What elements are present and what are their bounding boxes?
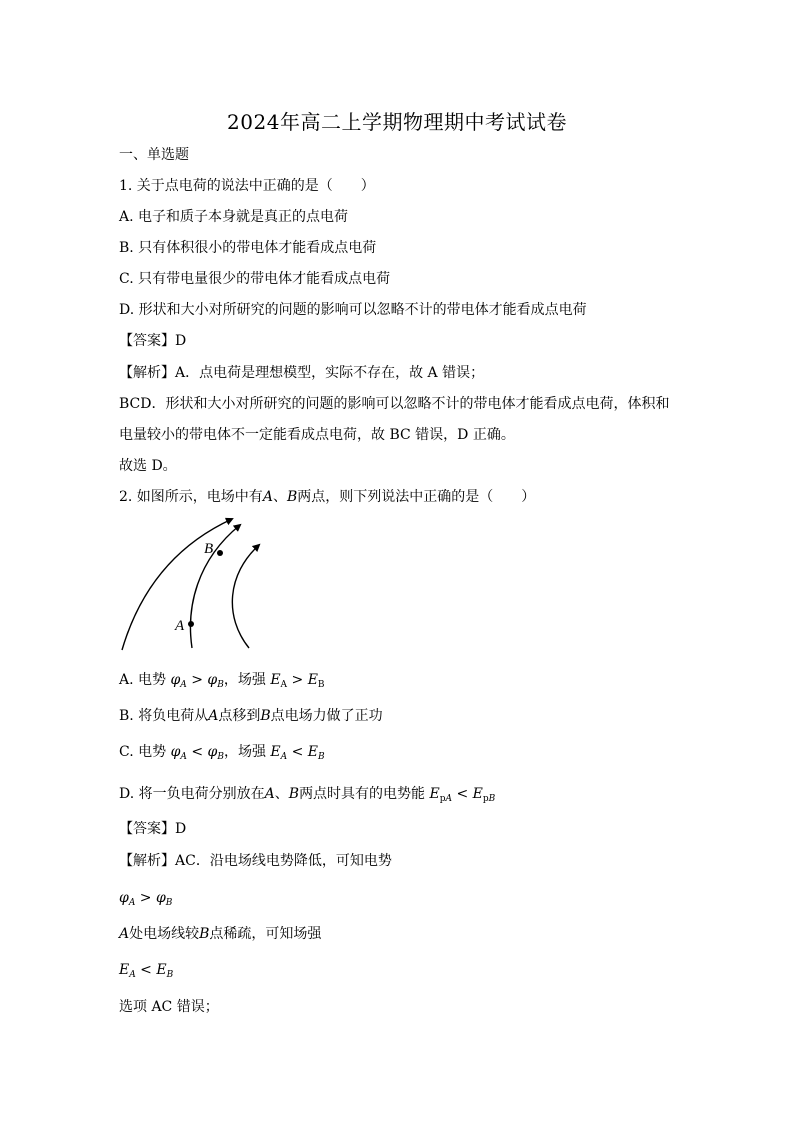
q2-formula-potential: $\varphi_A > \varphi_B$ [119,890,173,908]
page-title: 2024年高二上学期物理期中考试试卷 [227,110,567,134]
point-b-dot [217,550,223,556]
q2-option-d: D. 将一负电荷分别放在A、B两点时具有的电势能 $E_{pA} < E_{pB}$ [119,786,496,804]
q2-option-c: C. 电势 $\varphi_A < \varphi_B$，场强 $E_A < E_B$ [119,744,325,762]
q1-explanation-3: 电量较小的带电体不一定能看成点电荷，故 BC 错误，D 正确。 [119,427,515,443]
q1-stem: 1. 关于点电荷的说法中正确的是（ ） [119,178,375,194]
electric-field-diagram [112,512,282,652]
q2-answer: 【答案】D [119,821,187,837]
q2-explanation-1: 【解析】AC．沿电场线电势降低，可知电势 [119,853,392,869]
point-a-dot [188,621,194,627]
q1-explanation-2: BCD．形状和大小对所研究的问题的影响可以忽略不计的带电体才能看成点电荷，体积和 [119,396,670,412]
field-line-right [232,545,259,648]
point-a-label: A [175,618,185,634]
q1-explanation-1: 【解析】A．点电荷是理想模型，实际不存在，故 A 错误； [119,365,485,381]
q2-option-a: A. 电势 $\varphi_A > \varphi_B$，场强 $E_A > E_B$ [119,672,325,690]
q2-explanation-3: A处电场线较B点稀疏，可知场强 [119,926,322,942]
q1-explanation-4: 故选 D。 [119,458,177,474]
q1-option-c: C. 只有带电量很少的带电体才能看成点电荷 [119,271,391,287]
q2-stem: 2. 如图所示，电场中有A、B两点，则下列说法中正确的是（ ） [119,489,536,505]
q2-option-b: B. 将负电荷从A点移到B点电场力做了正功 [119,708,383,724]
q1-option-b: B. 只有体积很小的带电体才能看成点电荷 [119,240,377,256]
q1-option-d: D. 形状和大小对所研究的问题的影响可以忽略不计的带电体才能看成点电荷 [119,302,587,318]
point-b-label: B [204,541,214,557]
q2-formula-field: $E_A < E_B$ [119,962,174,980]
field-line-middle [190,525,240,648]
q1-answer: 【答案】D [119,333,187,349]
q2-explanation-5: 选项 AC 错误； [119,999,219,1015]
q1-option-a: A. 电子和质子本身就是真正的点电荷 [119,209,349,225]
section-heading: 一、单选题 [119,147,189,163]
